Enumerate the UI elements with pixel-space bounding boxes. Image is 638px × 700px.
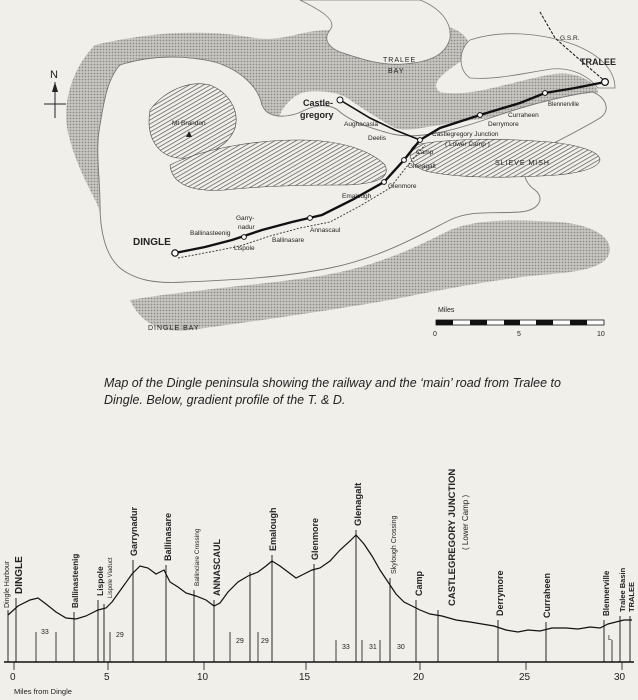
gradient-label-2: 29 (116, 632, 124, 639)
station-dot-blennerville (543, 91, 548, 96)
station-blennerville: Blennerville (602, 570, 611, 616)
label-blennerville: Blennerville (548, 102, 580, 108)
scale-tick-10: 10 (597, 331, 605, 338)
scale-bar (433, 307, 605, 338)
axis-tick-30: 30 (614, 672, 626, 683)
station-dot-junction (418, 138, 423, 143)
north-label: N (50, 69, 58, 81)
axis-tick-5: 5 (104, 672, 110, 683)
caption-line-1: Map of the Dingle peninsula showing the railway and the ‘main’ road from Tralee to (104, 376, 561, 390)
mountain-slieve-mish (410, 139, 600, 177)
station-dot-camp (402, 158, 407, 163)
station-castlegregory-junction: CASTLEGREGORY JUNCTION (447, 468, 458, 606)
label-ballinasare: Ballinasare (272, 237, 305, 244)
station-annascaul: ANNASCAUL (212, 539, 222, 596)
north-arrow (44, 69, 66, 118)
gradient-label-1: 33 (41, 629, 49, 636)
label-emalough: Emalough (342, 193, 372, 200)
label-mt-brandon: Mt Brandon (172, 120, 206, 127)
label-glenagalt: Glenagalt (408, 163, 436, 170)
station-emalough: Emalough (268, 507, 278, 551)
station-dingle: DINGLE (14, 556, 25, 594)
label-garrynadur-2: nadur (238, 224, 255, 231)
station-ballinasare: Ballinasare (163, 512, 173, 561)
label-lower-camp: ( Lower Camp ) (445, 141, 490, 148)
label-castlegregory-junction: Castlegregory Junction (432, 131, 499, 138)
scale-tick-5: 5 (517, 331, 521, 338)
label-lispole: Lispole (234, 245, 255, 252)
scale-tick-0: 0 (433, 331, 437, 338)
axis-tick-0: 0 (10, 672, 16, 683)
label-castlegregory-1: Castle- (303, 98, 334, 108)
label-aughacasla: Aughacasla (344, 121, 378, 128)
axis-tick-10: 10 (197, 672, 209, 683)
label-curraheen: Curraheen (508, 112, 539, 119)
label-slieve-mish: SLIEVE MISH (495, 160, 550, 167)
miles-axis (10, 662, 626, 696)
label-dingle-bay: DINGLE BAY (148, 325, 200, 332)
label-tralee: TRALEE (580, 57, 616, 67)
station-lower-camp: ( Lower Camp ) (461, 494, 470, 550)
station-tralee: TRALEE (627, 582, 636, 612)
station-garrynadur: Garrynadur (129, 506, 139, 556)
station-skylough-crossing: Skylough Crossing (391, 515, 398, 574)
station-tralee-basin: Tralee Basin (618, 567, 627, 612)
station-ballinasteenig: Ballinasteenig (71, 553, 80, 608)
label-deelis: Deelis (368, 135, 387, 142)
station-dot-lispole (242, 235, 247, 240)
map (44, 0, 616, 338)
label-glenmore: Glenmore (388, 183, 417, 190)
label-gsr: G.S.R. (560, 35, 580, 42)
gradient-profile (4, 469, 636, 696)
label-tralee-bay-2: BAY (388, 68, 405, 75)
caption (104, 375, 624, 409)
scale-title: Miles (438, 307, 455, 314)
gradient-label-7: 30 (397, 644, 405, 651)
label-dingle: DINGLE (133, 237, 171, 248)
station-dingle-harbour: Dingle Harbour (4, 560, 11, 608)
gradient-label-level: L (608, 635, 612, 642)
axis-title: Miles from Dingle (14, 687, 72, 696)
station-dot-glenmore (382, 180, 387, 185)
label-garrynadur-1: Garry- (236, 215, 255, 222)
axis-tick-25: 25 (519, 672, 531, 683)
axis-tick-20: 20 (413, 672, 425, 683)
label-ballinasteenig: Ballinasteenig (190, 230, 231, 237)
label-tralee-bay-1: TRALEE (383, 57, 417, 64)
station-curraheen: Curraheen (542, 572, 552, 618)
gradient-label-5: 33 (342, 644, 350, 651)
station-dot-castlegregory (337, 97, 343, 103)
label-camp: Camp (416, 149, 434, 156)
station-dot-annascaul (308, 216, 313, 221)
station-dot-tralee (602, 79, 609, 86)
axis-tick-15: 15 (299, 672, 311, 683)
station-glenmore: Glenmore (310, 517, 320, 560)
station-lispole: Lispole (95, 566, 105, 596)
station-lispole-viaduct: Lispole Viaduct (108, 557, 114, 598)
label-castlegregory-2: gregory (300, 110, 334, 120)
caption-line-2: Dingle. Below, gradient profile of the T. & D. (104, 393, 346, 407)
station-ballinclare-crossing: Ballinclare Crossing (194, 528, 201, 586)
label-annascaul: Annascaul (310, 227, 341, 234)
label-derrymore: Derrymore (488, 121, 519, 128)
gradient-label-4: 29 (261, 638, 269, 645)
station-derrymore: Derrymore (495, 570, 505, 616)
station-glenagalt: Glenagalt (353, 482, 364, 526)
station-dot-derrymore (478, 113, 483, 118)
station-camp: Camp (414, 570, 424, 596)
station-dot-dingle (172, 250, 178, 256)
gradient-label-3: 29 (236, 638, 244, 645)
gradient-label-6: 31 (369, 644, 377, 651)
